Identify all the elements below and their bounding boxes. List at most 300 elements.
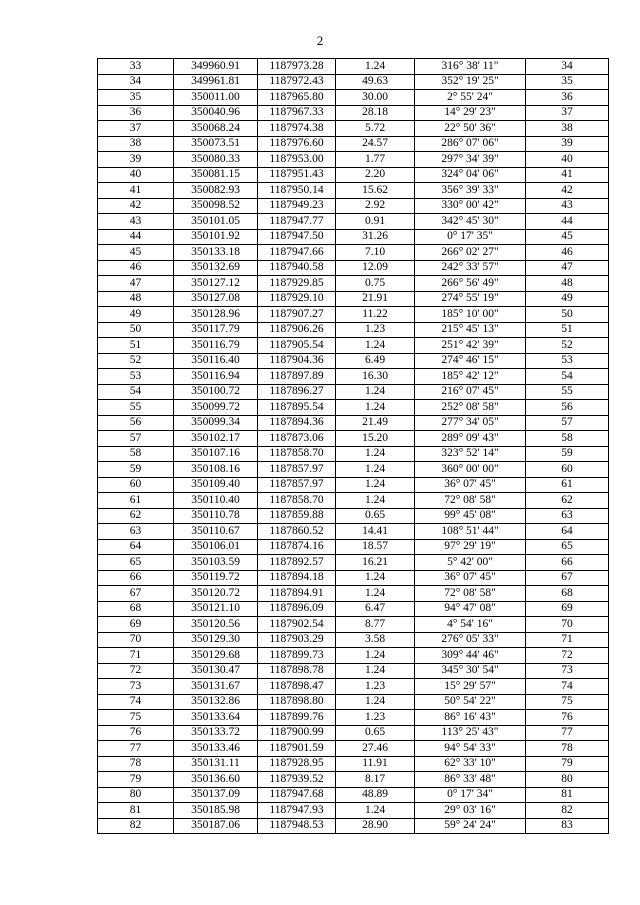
y-coordinate-cell: 1187967.33 [258,105,336,121]
point-number-cell: 60 [98,477,174,493]
x-coordinate-cell: 350110.67 [174,524,258,540]
y-coordinate-cell: 1187903.29 [258,632,336,648]
distance-cell: 30.00 [336,90,415,106]
next-point-cell: 74 [526,679,609,695]
bearing-cell: 14° 29' 23" [415,105,526,121]
bearing-cell: 342° 45' 30" [415,214,526,230]
x-coordinate-cell: 350120.72 [174,586,258,602]
distance-cell: 49.63 [336,74,415,90]
distance-cell: 1.24 [336,384,415,400]
point-number-cell: 67 [98,586,174,602]
next-point-cell: 77 [526,725,609,741]
y-coordinate-cell: 1187857.97 [258,477,336,493]
y-coordinate-cell: 1187928.95 [258,756,336,772]
distance-cell: 24.57 [336,136,415,152]
table-row [98,710,609,726]
next-point-cell: 62 [526,493,609,509]
distance-cell: 12.09 [336,260,415,276]
distance-cell: 1.24 [336,694,415,710]
x-coordinate-cell: 350040.96 [174,105,258,121]
point-number-cell: 72 [98,663,174,679]
table-row [98,694,609,710]
next-point-cell: 37 [526,105,609,121]
point-number-cell: 80 [98,787,174,803]
point-number-cell: 65 [98,555,174,571]
table-row [98,245,609,261]
distance-cell: 1.24 [336,400,415,416]
next-point-cell: 81 [526,787,609,803]
table-row [98,725,609,741]
next-point-cell: 44 [526,214,609,230]
next-point-cell: 53 [526,353,609,369]
distance-cell: 3.58 [336,632,415,648]
x-coordinate-cell: 350117.79 [174,322,258,338]
bearing-cell: 266° 56' 49" [415,276,526,292]
distance-cell: 6.49 [336,353,415,369]
distance-cell: 1.24 [336,663,415,679]
x-coordinate-cell: 350136.60 [174,772,258,788]
bearing-cell: 97° 29' 19" [415,539,526,555]
bearing-cell: 15° 29' 57" [415,679,526,695]
bearing-cell: 185° 42' 12" [415,369,526,385]
distance-cell: 21.49 [336,415,415,431]
y-coordinate-cell: 1187947.93 [258,803,336,819]
distance-cell: 1.24 [336,586,415,602]
point-number-cell: 73 [98,679,174,695]
point-number-cell: 64 [98,539,174,555]
next-point-cell: 67 [526,570,609,586]
point-number-cell: 40 [98,167,174,183]
bearing-cell: 309° 44' 46" [415,648,526,664]
point-number-cell: 48 [98,291,174,307]
next-point-cell: 58 [526,431,609,447]
table-row [98,384,609,400]
next-point-cell: 35 [526,74,609,90]
point-number-cell: 49 [98,307,174,323]
x-coordinate-cell: 350068.24 [174,121,258,137]
y-coordinate-cell: 1187898.78 [258,663,336,679]
x-coordinate-cell: 350099.72 [174,400,258,416]
point-number-cell: 59 [98,462,174,478]
table-row [98,214,609,230]
x-coordinate-cell: 349960.91 [174,59,258,75]
x-coordinate-cell: 350073.51 [174,136,258,152]
next-point-cell: 75 [526,694,609,710]
point-number-cell: 42 [98,198,174,214]
point-number-cell: 36 [98,105,174,121]
table-row [98,353,609,369]
next-point-cell: 72 [526,648,609,664]
bearing-cell: 330° 00' 42" [415,198,526,214]
y-coordinate-cell: 1187947.68 [258,787,336,803]
table-row [98,787,609,803]
table-row [98,152,609,168]
y-coordinate-cell: 1187857.97 [258,462,336,478]
next-point-cell: 80 [526,772,609,788]
bearing-cell: 99° 45' 08" [415,508,526,524]
point-number-cell: 57 [98,431,174,447]
table-row [98,400,609,416]
next-point-cell: 57 [526,415,609,431]
y-coordinate-cell: 1187894.36 [258,415,336,431]
next-point-cell: 55 [526,384,609,400]
x-coordinate-cell: 350101.05 [174,214,258,230]
x-coordinate-cell: 350137.09 [174,787,258,803]
next-point-cell: 56 [526,400,609,416]
table-row [98,229,609,245]
y-coordinate-cell: 1187965.80 [258,90,336,106]
bearing-cell: 216° 07' 45" [415,384,526,400]
point-number-cell: 44 [98,229,174,245]
next-point-cell: 41 [526,167,609,183]
next-point-cell: 40 [526,152,609,168]
distance-cell: 0.91 [336,214,415,230]
distance-cell: 7.10 [336,245,415,261]
point-number-cell: 54 [98,384,174,400]
y-coordinate-cell: 1187905.54 [258,338,336,354]
y-coordinate-cell: 1187858.70 [258,493,336,509]
bearing-cell: 59° 24' 24" [415,818,526,834]
distance-cell: 1.24 [336,648,415,664]
table-row [98,136,609,152]
y-coordinate-cell: 1187892.57 [258,555,336,571]
x-coordinate-cell: 350121.10 [174,601,258,617]
next-point-cell: 49 [526,291,609,307]
table-row [98,803,609,819]
x-coordinate-cell: 350132.69 [174,260,258,276]
table-row [98,539,609,555]
distance-cell: 0.75 [336,276,415,292]
next-point-cell: 79 [526,756,609,772]
y-coordinate-cell: 1187898.47 [258,679,336,695]
x-coordinate-cell: 350011.00 [174,90,258,106]
bearing-cell: 0° 17' 35" [415,229,526,245]
coordinates-table [97,58,609,834]
point-number-cell: 63 [98,524,174,540]
bearing-cell: 323° 52' 14" [415,446,526,462]
next-point-cell: 83 [526,818,609,834]
table-row [98,508,609,524]
y-coordinate-cell: 1187974.38 [258,121,336,137]
next-point-cell: 60 [526,462,609,478]
y-coordinate-cell: 1187896.27 [258,384,336,400]
y-coordinate-cell: 1187896.09 [258,601,336,617]
table-row [98,617,609,633]
x-coordinate-cell: 350128.96 [174,307,258,323]
y-coordinate-cell: 1187874.16 [258,539,336,555]
x-coordinate-cell: 350133.72 [174,725,258,741]
x-coordinate-cell: 350099.34 [174,415,258,431]
point-number-cell: 79 [98,772,174,788]
point-number-cell: 35 [98,90,174,106]
distance-cell: 8.77 [336,617,415,633]
distance-cell: 16.21 [336,555,415,571]
x-coordinate-cell: 350107.16 [174,446,258,462]
table-row [98,555,609,571]
x-coordinate-cell: 350116.94 [174,369,258,385]
bearing-cell: 4° 54' 16" [415,617,526,633]
distance-cell: 16.30 [336,369,415,385]
distance-cell: 11.22 [336,307,415,323]
table-row [98,632,609,648]
x-coordinate-cell: 350187.06 [174,818,258,834]
point-number-cell: 39 [98,152,174,168]
distance-cell: 21.91 [336,291,415,307]
table-row [98,369,609,385]
next-point-cell: 71 [526,632,609,648]
x-coordinate-cell: 350110.40 [174,493,258,509]
bearing-cell: 113° 25' 43" [415,725,526,741]
x-coordinate-cell: 350133.64 [174,710,258,726]
y-coordinate-cell: 1187894.91 [258,586,336,602]
bearing-cell: 277° 34' 05" [415,415,526,431]
y-coordinate-cell: 1187860.52 [258,524,336,540]
point-number-cell: 46 [98,260,174,276]
x-coordinate-cell: 350082.93 [174,183,258,199]
y-coordinate-cell: 1187949.23 [258,198,336,214]
y-coordinate-cell: 1187976.60 [258,136,336,152]
distance-cell: 28.90 [336,818,415,834]
bearing-cell: 0° 17' 34" [415,787,526,803]
y-coordinate-cell: 1187947.77 [258,214,336,230]
y-coordinate-cell: 1187940.58 [258,260,336,276]
distance-cell: 1.23 [336,322,415,338]
x-coordinate-cell: 350116.40 [174,353,258,369]
y-coordinate-cell: 1187948.53 [258,818,336,834]
point-number-cell: 56 [98,415,174,431]
bearing-cell: 5° 42' 00" [415,555,526,571]
distance-cell: 15.20 [336,431,415,447]
bearing-cell: 72° 08' 58" [415,586,526,602]
point-number-cell: 69 [98,617,174,633]
table-row [98,307,609,323]
bearing-cell: 86° 33' 48" [415,772,526,788]
x-coordinate-cell: 350108.16 [174,462,258,478]
x-coordinate-cell: 350098.52 [174,198,258,214]
y-coordinate-cell: 1187973.28 [258,59,336,75]
y-coordinate-cell: 1187858.70 [258,446,336,462]
bearing-cell: 86° 16' 43" [415,710,526,726]
table-row [98,818,609,834]
point-number-cell: 78 [98,756,174,772]
bearing-cell: 276° 05' 33" [415,632,526,648]
x-coordinate-cell: 349961.81 [174,74,258,90]
x-coordinate-cell: 350100.72 [174,384,258,400]
x-coordinate-cell: 350103.59 [174,555,258,571]
point-number-cell: 55 [98,400,174,416]
page-number: 2 [316,33,324,48]
distance-cell: 6.47 [336,601,415,617]
y-coordinate-cell: 1187929.85 [258,276,336,292]
distance-cell: 5.72 [336,121,415,137]
point-number-cell: 45 [98,245,174,261]
table-row [98,663,609,679]
next-point-cell: 42 [526,183,609,199]
x-coordinate-cell: 350132.86 [174,694,258,710]
distance-cell: 8.17 [336,772,415,788]
next-point-cell: 70 [526,617,609,633]
x-coordinate-cell: 350131.11 [174,756,258,772]
table-row [98,601,609,617]
point-number-cell: 41 [98,183,174,199]
bearing-cell: 316° 38' 11" [415,59,526,75]
table-row [98,338,609,354]
bearing-cell: 274° 55' 19" [415,291,526,307]
point-number-cell: 76 [98,725,174,741]
table-row [98,415,609,431]
distance-cell: 0.65 [336,508,415,524]
y-coordinate-cell: 1187950.14 [258,183,336,199]
point-number-cell: 53 [98,369,174,385]
next-point-cell: 76 [526,710,609,726]
point-number-cell: 74 [98,694,174,710]
next-point-cell: 63 [526,508,609,524]
next-point-cell: 61 [526,477,609,493]
table-row [98,493,609,509]
distance-cell: 1.24 [336,446,415,462]
bearing-cell: 185° 10' 00" [415,307,526,323]
x-coordinate-cell: 350129.30 [174,632,258,648]
table-row [98,741,609,757]
y-coordinate-cell: 1187939.52 [258,772,336,788]
bearing-cell: 215° 45' 13" [415,322,526,338]
next-point-cell: 48 [526,276,609,292]
distance-cell: 2.92 [336,198,415,214]
bearing-cell: 266° 02' 27" [415,245,526,261]
x-coordinate-cell: 350130.47 [174,663,258,679]
next-point-cell: 47 [526,260,609,276]
bearing-cell: 289° 09' 43" [415,431,526,447]
table-row [98,167,609,183]
distance-cell: 14.41 [336,524,415,540]
point-number-cell: 50 [98,322,174,338]
bearing-cell: 62° 33' 10" [415,756,526,772]
point-number-cell: 58 [98,446,174,462]
y-coordinate-cell: 1187906.26 [258,322,336,338]
table-row [98,90,609,106]
y-coordinate-cell: 1187897.89 [258,369,336,385]
distance-cell: 1.24 [336,477,415,493]
point-number-cell: 43 [98,214,174,230]
x-coordinate-cell: 350131.67 [174,679,258,695]
y-coordinate-cell: 1187895.54 [258,400,336,416]
point-number-cell: 34 [98,74,174,90]
x-coordinate-cell: 350106.01 [174,539,258,555]
x-coordinate-cell: 350129.68 [174,648,258,664]
bearing-cell: 242° 33' 57" [415,260,526,276]
table-row [98,74,609,90]
bearing-cell: 94° 47' 08" [415,601,526,617]
next-point-cell: 82 [526,803,609,819]
x-coordinate-cell: 350116.79 [174,338,258,354]
x-coordinate-cell: 350102.17 [174,431,258,447]
point-number-cell: 37 [98,121,174,137]
next-point-cell: 78 [526,741,609,757]
next-point-cell: 68 [526,586,609,602]
distance-cell: 18.57 [336,539,415,555]
table-row [98,291,609,307]
distance-cell: 11.91 [336,756,415,772]
bearing-cell: 50° 54' 22" [415,694,526,710]
point-number-cell: 75 [98,710,174,726]
bearing-cell: 286° 07' 06" [415,136,526,152]
distance-cell: 28.18 [336,105,415,121]
table-row [98,183,609,199]
table-row [98,524,609,540]
next-point-cell: 69 [526,601,609,617]
table-row [98,462,609,478]
distance-cell: 31.26 [336,229,415,245]
distance-cell: 1.24 [336,493,415,509]
distance-cell: 1.23 [336,679,415,695]
y-coordinate-cell: 1187899.76 [258,710,336,726]
x-coordinate-cell: 350185.98 [174,803,258,819]
point-number-cell: 51 [98,338,174,354]
next-point-cell: 39 [526,136,609,152]
next-point-cell: 51 [526,322,609,338]
next-point-cell: 73 [526,663,609,679]
next-point-cell: 65 [526,539,609,555]
distance-cell: 1.23 [336,710,415,726]
next-point-cell: 59 [526,446,609,462]
x-coordinate-cell: 350133.18 [174,245,258,261]
point-number-cell: 68 [98,601,174,617]
next-point-cell: 52 [526,338,609,354]
next-point-cell: 38 [526,121,609,137]
next-point-cell: 45 [526,229,609,245]
bearing-cell: 252° 08' 58" [415,400,526,416]
y-coordinate-cell: 1187947.66 [258,245,336,261]
table-row [98,105,609,121]
bearing-cell: 251° 42' 39" [415,338,526,354]
y-coordinate-cell: 1187951.43 [258,167,336,183]
table-row [98,276,609,292]
x-coordinate-cell: 350109.40 [174,477,258,493]
point-number-cell: 71 [98,648,174,664]
x-coordinate-cell: 350127.12 [174,276,258,292]
next-point-cell: 46 [526,245,609,261]
y-coordinate-cell: 1187901.59 [258,741,336,757]
table-row [98,679,609,695]
point-number-cell: 70 [98,632,174,648]
x-coordinate-cell: 350127.08 [174,291,258,307]
bearing-cell: 22° 50' 36" [415,121,526,137]
y-coordinate-cell: 1187953.00 [258,152,336,168]
x-coordinate-cell: 350120.56 [174,617,258,633]
bearing-cell: 2° 55' 24" [415,90,526,106]
bearing-cell: 72° 08' 58" [415,493,526,509]
table-row [98,121,609,137]
table-row [98,446,609,462]
coordinates-table-body [98,59,609,834]
next-point-cell: 66 [526,555,609,571]
bearing-cell: 352° 19' 25" [415,74,526,90]
table-row [98,772,609,788]
next-point-cell: 43 [526,198,609,214]
x-coordinate-cell: 350080.33 [174,152,258,168]
point-number-cell: 81 [98,803,174,819]
y-coordinate-cell: 1187899.73 [258,648,336,664]
point-number-cell: 52 [98,353,174,369]
distance-cell: 1.24 [336,59,415,75]
y-coordinate-cell: 1187907.27 [258,307,336,323]
y-coordinate-cell: 1187894.18 [258,570,336,586]
distance-cell: 1.24 [336,338,415,354]
point-number-cell: 82 [98,818,174,834]
y-coordinate-cell: 1187902.54 [258,617,336,633]
next-point-cell: 36 [526,90,609,106]
table-row [98,477,609,493]
